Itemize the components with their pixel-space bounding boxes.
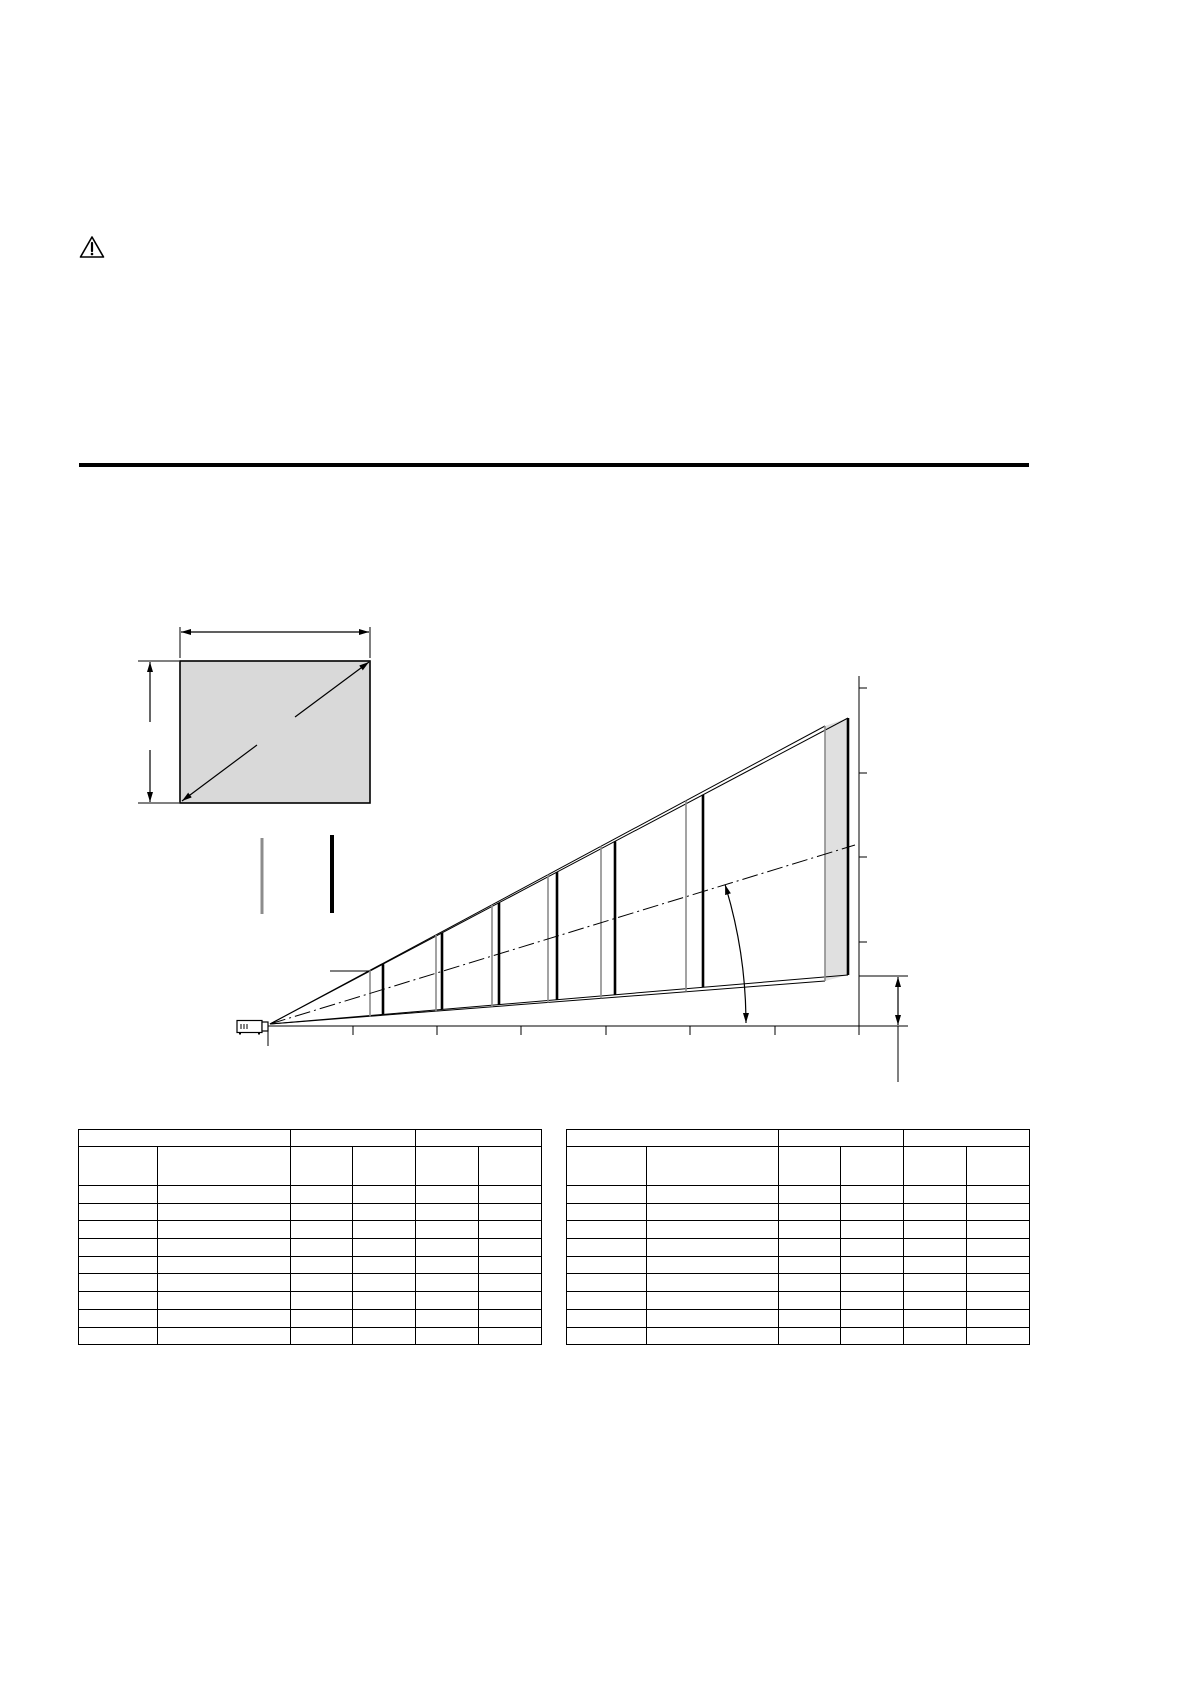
table-column-header bbox=[353, 1147, 416, 1186]
table-cell bbox=[904, 1186, 967, 1204]
table-cell bbox=[353, 1203, 416, 1221]
table-cell bbox=[291, 1186, 353, 1204]
table-cell bbox=[479, 1239, 542, 1257]
table-row bbox=[79, 1309, 542, 1327]
table-cell bbox=[904, 1309, 967, 1327]
table-cell bbox=[158, 1327, 291, 1345]
table-cell bbox=[967, 1239, 1030, 1257]
table-cell bbox=[158, 1221, 291, 1239]
table-row bbox=[79, 1186, 542, 1204]
projection-center-line bbox=[270, 845, 855, 1024]
table-cell bbox=[779, 1327, 841, 1345]
table-cell bbox=[479, 1256, 542, 1274]
table-column-header bbox=[158, 1147, 291, 1186]
table-cell bbox=[79, 1221, 158, 1239]
table-cell bbox=[291, 1203, 353, 1221]
table-column-header bbox=[79, 1147, 158, 1186]
table-cell bbox=[779, 1239, 841, 1257]
table-column-header bbox=[479, 1147, 542, 1186]
table-row bbox=[567, 1203, 1030, 1221]
table-cell bbox=[779, 1221, 841, 1239]
table-header-row bbox=[567, 1147, 1030, 1186]
table-cell bbox=[779, 1309, 841, 1327]
table-cell bbox=[291, 1256, 353, 1274]
table-column-header bbox=[904, 1147, 967, 1186]
table-row bbox=[567, 1309, 1030, 1327]
table-cell bbox=[158, 1274, 291, 1292]
table-header-group-cell bbox=[416, 1130, 542, 1147]
table-cell bbox=[479, 1186, 542, 1204]
table-cell bbox=[291, 1274, 353, 1292]
table-cell bbox=[416, 1203, 479, 1221]
table-cell bbox=[416, 1221, 479, 1239]
table-row bbox=[567, 1221, 1030, 1239]
table-cell bbox=[567, 1186, 647, 1204]
table-cell bbox=[353, 1239, 416, 1257]
table-row bbox=[567, 1186, 1030, 1204]
table-cell bbox=[567, 1274, 647, 1292]
table-cell bbox=[79, 1292, 158, 1310]
table-row bbox=[79, 1221, 542, 1239]
table-cell bbox=[353, 1274, 416, 1292]
warning-icon bbox=[81, 237, 104, 257]
table-cell bbox=[353, 1327, 416, 1345]
table-cell bbox=[79, 1327, 158, 1345]
table-cell bbox=[779, 1292, 841, 1310]
table-cell bbox=[967, 1327, 1030, 1345]
table-header-group-cell bbox=[79, 1130, 291, 1147]
table-cell bbox=[647, 1221, 779, 1239]
table-cell bbox=[967, 1309, 1030, 1327]
table-cell bbox=[841, 1327, 904, 1345]
table-cell bbox=[841, 1186, 904, 1204]
table-cell bbox=[779, 1256, 841, 1274]
cone-bottom-edge-tele bbox=[270, 975, 848, 1024]
table-right bbox=[566, 1129, 1029, 1345]
table-cell bbox=[841, 1292, 904, 1310]
table-cell bbox=[779, 1274, 841, 1292]
table-cell bbox=[904, 1256, 967, 1274]
table-cell bbox=[967, 1256, 1030, 1274]
table-column-header bbox=[967, 1147, 1030, 1186]
distance-axis-ticks bbox=[268, 1026, 859, 1046]
data-table bbox=[566, 1129, 1030, 1345]
table-cell bbox=[841, 1309, 904, 1327]
table-cell bbox=[841, 1274, 904, 1292]
table-cell bbox=[647, 1327, 779, 1345]
table-header-group-row bbox=[567, 1130, 1030, 1147]
projection-angle-arc bbox=[725, 885, 746, 1023]
table-cell bbox=[841, 1221, 904, 1239]
table-cell bbox=[158, 1186, 291, 1204]
table-column-header bbox=[841, 1147, 904, 1186]
table-cell bbox=[779, 1186, 841, 1204]
table-row bbox=[79, 1203, 542, 1221]
table-cell bbox=[158, 1292, 291, 1310]
gray-screen-lines bbox=[370, 726, 825, 1016]
table-cell bbox=[79, 1309, 158, 1327]
table-cell bbox=[416, 1256, 479, 1274]
table-cell bbox=[291, 1309, 353, 1327]
table-cell bbox=[567, 1309, 647, 1327]
table-cell bbox=[291, 1327, 353, 1345]
table-cell bbox=[567, 1292, 647, 1310]
height-axis-ticks bbox=[859, 688, 867, 942]
table-cell bbox=[841, 1239, 904, 1257]
table-column-header bbox=[567, 1147, 647, 1186]
table-column-header bbox=[779, 1147, 841, 1186]
table-cell bbox=[647, 1309, 779, 1327]
table-column-header bbox=[416, 1147, 479, 1186]
table-row bbox=[567, 1274, 1030, 1292]
table-header-group-row bbox=[79, 1130, 542, 1147]
table-cell bbox=[416, 1274, 479, 1292]
table-cell bbox=[967, 1186, 1030, 1204]
line-legend bbox=[262, 835, 332, 914]
largest-screen-shade bbox=[825, 718, 848, 981]
table-cell bbox=[416, 1327, 479, 1345]
table-cell bbox=[79, 1239, 158, 1257]
table-cell bbox=[416, 1186, 479, 1204]
table-cell bbox=[967, 1221, 1030, 1239]
projector-icon bbox=[237, 1021, 268, 1035]
table-left bbox=[78, 1129, 541, 1345]
table-header-group-cell bbox=[567, 1130, 779, 1147]
table-cell bbox=[416, 1292, 479, 1310]
table-cell bbox=[158, 1203, 291, 1221]
data-table bbox=[78, 1129, 542, 1345]
table-cell bbox=[567, 1203, 647, 1221]
table-cell bbox=[779, 1203, 841, 1221]
table-cell bbox=[158, 1239, 291, 1257]
table-cell bbox=[647, 1239, 779, 1257]
table-cell bbox=[479, 1309, 542, 1327]
screen-size-diagram bbox=[138, 627, 370, 803]
table-cell bbox=[479, 1203, 542, 1221]
table-cell bbox=[291, 1221, 353, 1239]
table-cell bbox=[567, 1327, 647, 1345]
table-header-group-cell bbox=[291, 1130, 416, 1147]
table-row bbox=[567, 1239, 1030, 1257]
table-cell bbox=[967, 1203, 1030, 1221]
table-row bbox=[79, 1274, 542, 1292]
table-cell bbox=[416, 1309, 479, 1327]
table-cell bbox=[291, 1239, 353, 1257]
table-row bbox=[567, 1327, 1030, 1345]
table-cell bbox=[291, 1292, 353, 1310]
table-cell bbox=[904, 1274, 967, 1292]
table-cell bbox=[416, 1239, 479, 1257]
table-cell bbox=[567, 1256, 647, 1274]
table-cell bbox=[353, 1292, 416, 1310]
table-cell bbox=[353, 1186, 416, 1204]
table-header-group-cell bbox=[779, 1130, 904, 1147]
table-row bbox=[79, 1292, 542, 1310]
table-header-group-cell bbox=[904, 1130, 1030, 1147]
table-cell bbox=[647, 1292, 779, 1310]
table-column-header bbox=[647, 1147, 779, 1186]
table-cell bbox=[479, 1292, 542, 1310]
table-cell bbox=[841, 1203, 904, 1221]
table-cell bbox=[479, 1274, 542, 1292]
table-cell bbox=[647, 1203, 779, 1221]
table-cell bbox=[647, 1274, 779, 1292]
table-cell bbox=[79, 1256, 158, 1274]
table-row bbox=[79, 1239, 542, 1257]
table-cell bbox=[647, 1256, 779, 1274]
table-cell bbox=[567, 1221, 647, 1239]
table-row bbox=[79, 1327, 542, 1345]
table-cell bbox=[967, 1274, 1030, 1292]
table-cell bbox=[353, 1309, 416, 1327]
table-column-header bbox=[291, 1147, 353, 1186]
table-header-row bbox=[79, 1147, 542, 1186]
black-screen-lines bbox=[383, 718, 848, 1014]
table-cell bbox=[647, 1186, 779, 1204]
table-cell bbox=[353, 1256, 416, 1274]
table-cell bbox=[479, 1327, 542, 1345]
table-cell bbox=[79, 1203, 158, 1221]
table-cell bbox=[158, 1309, 291, 1327]
table-cell bbox=[479, 1221, 542, 1239]
table-cell bbox=[967, 1292, 1030, 1310]
table-row bbox=[567, 1256, 1030, 1274]
table-cell bbox=[904, 1239, 967, 1257]
table-cell bbox=[353, 1221, 416, 1239]
table-cell bbox=[904, 1292, 967, 1310]
table-cell bbox=[904, 1221, 967, 1239]
table-cell bbox=[158, 1256, 291, 1274]
table-row bbox=[567, 1292, 1030, 1310]
table-row bbox=[79, 1256, 542, 1274]
table-cell bbox=[841, 1256, 904, 1274]
table-cell bbox=[79, 1274, 158, 1292]
table-cell bbox=[904, 1327, 967, 1345]
table-cell bbox=[79, 1186, 158, 1204]
table-cell bbox=[567, 1239, 647, 1257]
table-cell bbox=[904, 1203, 967, 1221]
